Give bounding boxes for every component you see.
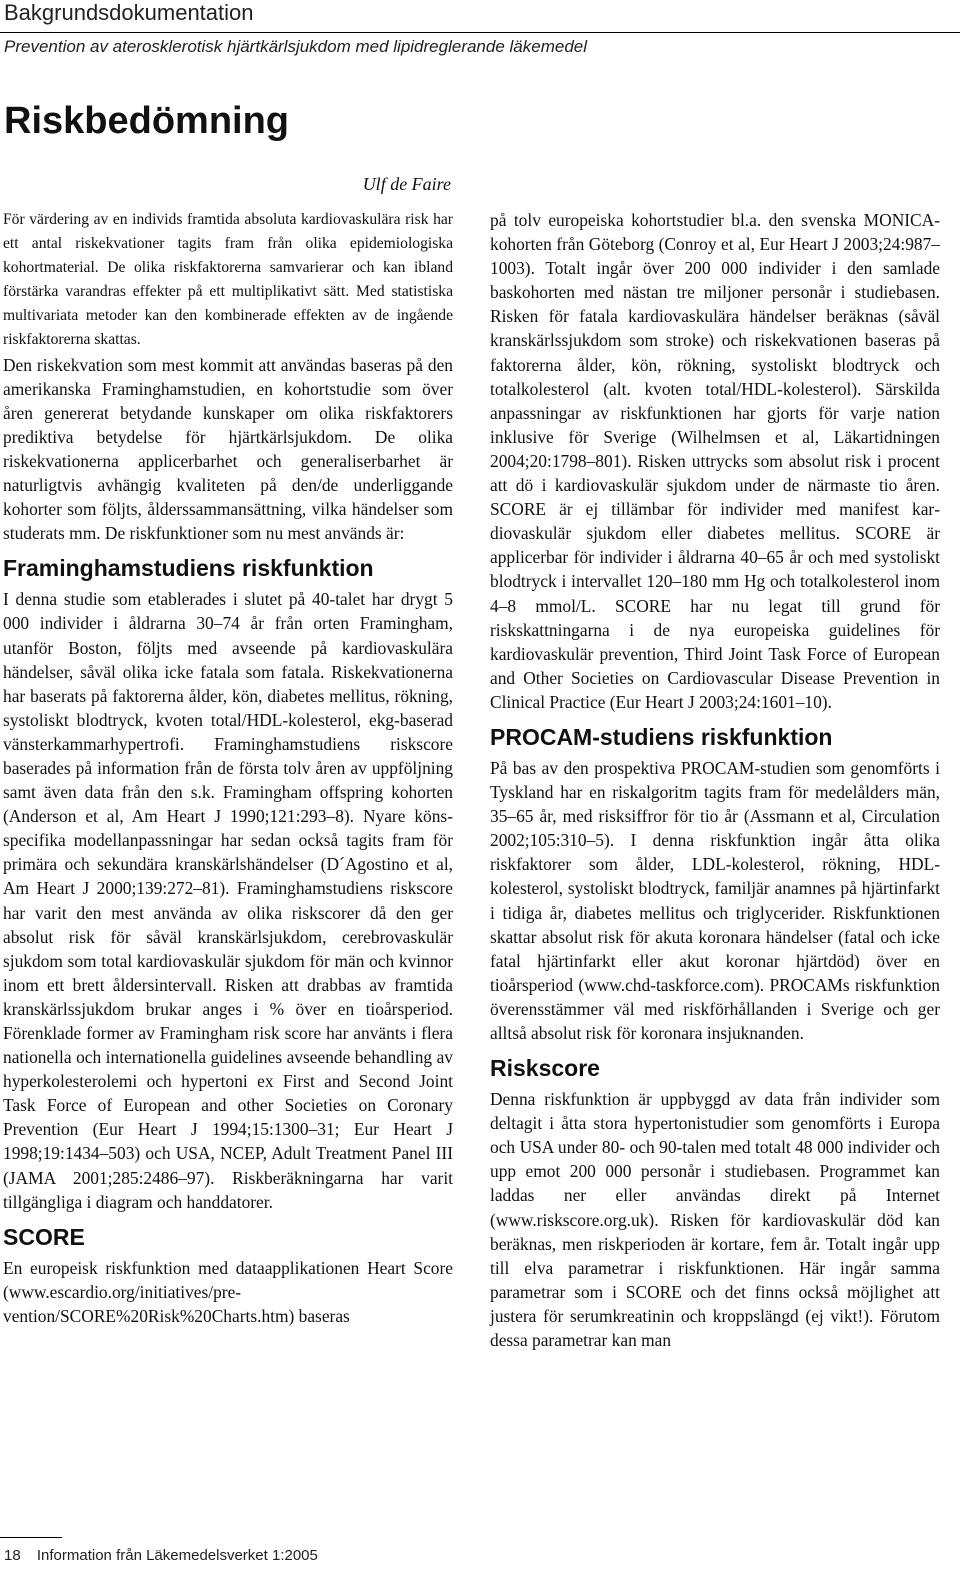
article-title: Riskbedömning	[4, 100, 290, 142]
body-paragraph-procam: På bas av den prospektiva PROCAM-studien som genomförts i Tyskland har en riskalgoritm tagits fram för medelålders män, 35–65 år, med risksiffror för tio år (Assmann et al, Circulation 2002;105:310–5). I denna riskfunktion ingår åtta olika riskfaktorer som ålder, LDL-kolesterol, rökning, HDL-kolesterol, systoliskt blodtryck, familjär anamnes på hjärtinfarkt i tidiga år, diabetes mellitus och triglycerider. Riskfunktionen skattar absolut risk för akuta koronara händelser (fatal och icke fatal hjärtinfarkt eller akut koronar hjärtdöd) över en tioårsperiod (www.chd-taskforce.com). PROCAMs riskfunktion överensstämmer väl med riskförhållanden i Sverige och ger alltså absolut risk för koronara insjuknanden.	[490, 757, 940, 1043]
body-paragraph-riskscore: Denna riskfunktion är uppbyggd av data från individer som deltagit i åtta stora hypertonistudier som genomförts i Europa och USA under 80- och 90-talen med totalt 48 000 individer och upp emot 200 000 personår i studiebasen. Programmet kan laddas ner eller användas direkt på Internet (www.riskscore.org.uk). Risken för kardiovaskulär död kan beräknas, men riskperioden är kortare, fem år. Totalt ingår upp till elva parametrar i riskfunktionen. Här ingår samma parametrar som i SCORE och det finns också möjlighet att justera för serumkreatinin och kroppslängd (ej vikt!). Förutom dessa parametrar kan man	[490, 1089, 940, 1351]
section-heading-procam: PROCAM-studiens riskfunktion	[490, 723, 833, 750]
publication-name: Information från Läkemedelsverket 1:2005	[36, 1547, 318, 1564]
body-paragraph-score: En europeisk riskfunktion med dataapplikationen Heart Score (www.escardio.org/initiatives/prevention/SCORE%20Risk%20Charts.htm) baseras	[3, 1257, 453, 1326]
body-paragraph-score-continued: på tolv europeiska kohortstudier bl.a. den svenska MONICA-kohorten från Göteborg (Conroy et al, Eur Heart J 2003;24:987–1003). Totalt ingår över 200 000 individer i den samlade baskohorten med nästan tre miljoner personår i studiebasen. Risken för fatala kardiovaskulära händelser beräknas (såväl kranskärlssjukdom som stroke) och riskekvationen baseras på faktorerna ålder, kön, rökning, systoliskt blodtryck och totalkolesterol (alt. kvoten total/HDL-kolesterol). Särskilda anpassningar av riskfunktionen har gjorts för varje nation inklusive för Sverige (Wilhelmsen et al, Läkartidningen 2004;20:1798–801). Risken uttrycks som absolut risk i procent att dö i kardiovaskulär sjukdom under de närmaste tio åren. SCORE är ej tillämbar för individer med manifest kardiovaskulär sjukdom eller diabetes mellitus. SCORE är applicerbar för individer i åldrarna 40–65 år och med systoliskt blodtryck i intervallet 120–180 mm Hg och totalkolesterol inom 4–8 mmol/L. SCORE har nu legat till grund för riskskattningarna i de nya europeiska guidelines för kardiovaskulär prevention, Third Joint Task Force of European and Other Societies on Cardiovascular Disease Prevention in Clinical Practice (Eur Heart J 2003;24:1601–10).	[490, 210, 940, 712]
article-author: Ulf de Faire	[362, 174, 451, 194]
header-divider	[0, 32, 960, 33]
body-paragraph-riskekvation: Den riskekvation som mest kommit att användas baseras på den amerikanska Framinghamstudien, en kohortstudie som över åren genererat betydande kunskaper om olika riskfaktorers prediktiva betydelse för hjärtkärlsjukdom. De olika riskekvationerna applicerbarhet och generaliserbarhet är naturligtvis avhängig kvaliteten på den/de underliggande kohorter som följts, ålderssammansättning, vilka händelser som studerats mm. De riskfunktioner som nu mest används är:	[3, 354, 453, 544]
left-column	[3, 208, 453, 1328]
section-heading-riskscore: Riskscore	[490, 1055, 600, 1082]
document-header-title: Bakgrundsdokumentation	[4, 0, 254, 25]
right-column	[490, 208, 940, 1352]
section-heading-framingham: Framinghamstudiens riskfunktion	[3, 555, 374, 582]
document-header-subtitle: Prevention av aterosklerotisk hjärtkärlsjukdom med lipidreglerande läkemedel	[4, 37, 588, 56]
page-number: 18	[4, 1547, 21, 1564]
footer-divider	[0, 1537, 62, 1538]
intro-paragraph: För värdering av en individs framtida absoluta kardiovaskulära risk har ett antal riskekvationer tagits fram från olika epidemiologiska kohortmaterial. De olika riskfaktorerna samvarierar och kan ibland förstärka varandras effekter på ett multiplikativt sätt. Med statistiska multivariata metoder kan den kombinerade effekten av de ingående riskfaktorerna skattas.	[3, 211, 453, 349]
section-heading-score: SCORE	[3, 1223, 85, 1250]
page-footer	[4, 1547, 318, 1564]
body-paragraph-framingham: I denna studie som etablerades i slutet på 40-talet har drygt 5 000 individer i åldrarna 30–74 år från orten Framingham, utanför Boston, följts med avseende på kardiovaskulära händelser, såväl olika icke fatala som fatala. Riskekvationerna har baserats på faktorerna ålder, kön, diabetes mellitus, rökning, systoliskt blodtryck, kvoten total/HDL-kolesterol, ekg-baserad vänsterkammarhypertrofi. Framinghamstudiens riskscore baserades på information från de första tolv åren av uppföljning samt även data från den s.k. Framingham offspring kohorten (Anderson et al, Am Heart J 1990;121:293–8). Nyare könsspecifika modellanpassningar har sedan också tagits fram för primära och sekundära kranskärlshändelser (D´Agostino et al, Am Heart J 2000;139:272–81). Framinghamstudiens riskscore har varit den mest använda av olika riskscorer då den ger absolut risk för såväl kranskärlsjukdom, cerebrovaskulär sjukdom som total kardiovaskulär sjukdom för män och kvinnor inom ett brett åldersintervall. Risken att drabbas av framtida kranskärlssjukdom brukar anges i % över en tioårsperiod. Förenklade former av Framingham risk score har använts i flera nationella och internationella guidelines avseende behandling av hyperkolesterolemi och hypertoni ex First and Second Joint Task Force of European and other Societies on Coronary Prevention (Eur Heart J 1994;15:1300–31; Eur Heart J 1998;19:1434–503) och USA, NCEP, Adult Treatment Panel III (JAMA 2001;285:2486–97). Riskberäkningarna har varit tillgängliga i diagram och handdatorer.	[3, 589, 453, 1212]
